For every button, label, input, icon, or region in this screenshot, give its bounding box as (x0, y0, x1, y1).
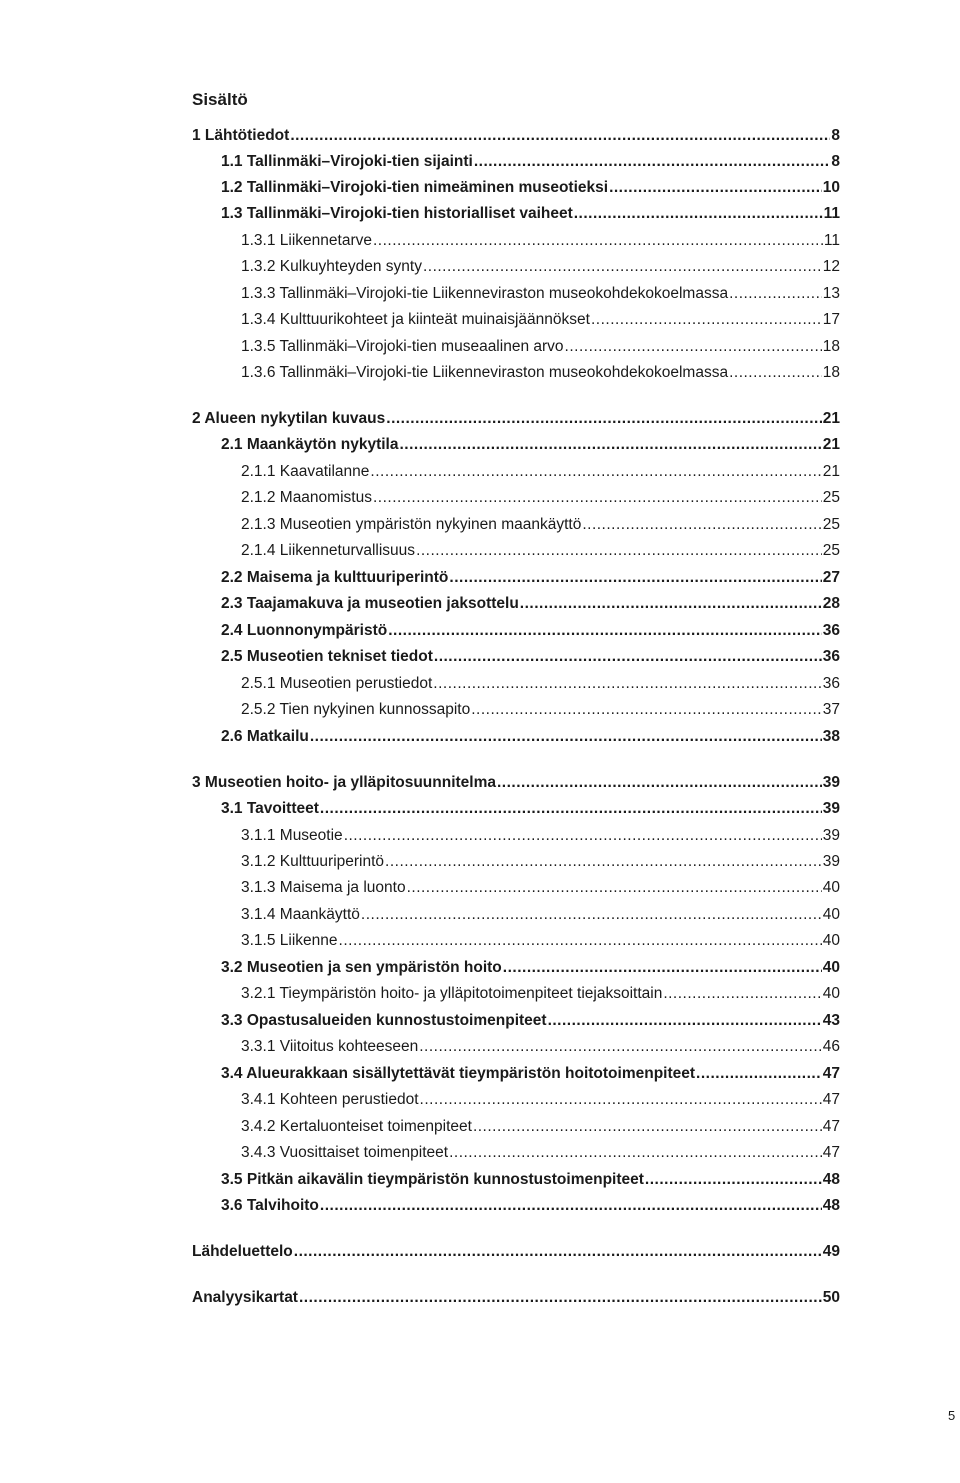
toc-entry-label: 2.2 Maisema ja kulttuuriperintö (221, 569, 449, 586)
toc-entry-label: 1.3.3 Tallinmäki–Virojoki-tie Liikenneviraston museokohdekokoelmassa (241, 285, 729, 302)
toc-entry-label: 2.1 Maankäytön nykytila (221, 436, 399, 453)
toc-entry-label: 1.3.5 Tallinmäki–Virojoki-tien museaalinen arvo (241, 338, 564, 355)
dot-leader (419, 1038, 822, 1056)
dot-leader (609, 179, 822, 197)
toc-entry-page: 37 (822, 701, 840, 718)
toc-entry-page: 17 (822, 311, 840, 328)
toc-entry[interactable] (0, 959, 960, 983)
dot-leader (574, 205, 823, 223)
dot-leader (299, 1289, 822, 1307)
toc-entry[interactable] (0, 1289, 960, 1313)
toc-entry-label: 3 Museotien hoito- ja ylläpitosuunnitelma (192, 774, 496, 791)
dot-leader (344, 827, 822, 845)
dot-leader (420, 1091, 822, 1109)
toc-row (221, 800, 840, 818)
dot-leader (320, 800, 822, 818)
toc-entry[interactable] (0, 675, 960, 699)
toc-entry-page: 21 (822, 410, 840, 427)
toc-entry-page: 40 (822, 959, 840, 976)
dot-leader (385, 853, 822, 871)
toc-entry[interactable] (0, 489, 960, 513)
toc-entry-label: 3.1.5 Liikenne (241, 932, 338, 949)
toc-row (241, 364, 840, 382)
toc-entry[interactable] (0, 622, 960, 646)
dot-leader (310, 728, 822, 746)
toc-row (241, 932, 840, 950)
toc-entry[interactable] (0, 1012, 960, 1036)
toc-row (241, 311, 840, 329)
toc-entry-label: 2.5.2 Tien nykyinen kunnossapito (241, 701, 471, 718)
toc-entry[interactable] (0, 338, 960, 362)
dot-leader (729, 364, 822, 382)
dot-leader (373, 489, 822, 507)
toc-entry-label: 2.4 Luonnonympäristö (221, 622, 388, 639)
toc-row (221, 728, 840, 746)
dot-leader (370, 463, 821, 481)
dot-leader (386, 410, 821, 428)
toc-entry-page: 50 (822, 1289, 840, 1306)
dot-leader (399, 436, 821, 454)
toc-row (192, 1243, 840, 1261)
toc-entry-label: 2.3 Taajamakuva ja museotien jaksottelu (221, 595, 519, 612)
toc-entry-label: 2.6 Matkailu (221, 728, 309, 745)
toc-entry-label: 1.3.4 Kulttuurikohteet ja kiinteät muinaisjäännökset (241, 311, 590, 328)
toc-row (241, 285, 840, 303)
dot-leader (696, 1065, 822, 1083)
toc-entry-label: 3.1.4 Maankäyttö (241, 906, 360, 923)
toc-entry[interactable] (0, 258, 960, 282)
toc-entry[interactable] (0, 1038, 960, 1062)
toc-entry-label: 3.4.1 Kohteen perustiedot (241, 1091, 419, 1108)
toc-entry[interactable] (0, 311, 960, 335)
toc-entry-page: 47 (822, 1065, 840, 1082)
toc-entry-page: 36 (822, 675, 840, 692)
toc-entry[interactable] (0, 232, 960, 256)
toc-row (241, 906, 840, 924)
toc-row (241, 516, 840, 534)
toc-entry[interactable] (0, 1144, 960, 1168)
toc-row (241, 879, 840, 897)
toc-entry-page: 47 (822, 1118, 840, 1135)
toc-entry[interactable] (0, 1091, 960, 1115)
toc-entry-label: 3.2 Museotien ja sen ympäristön hoito (221, 959, 502, 976)
toc-row (241, 827, 840, 845)
toc-entry-label: 3.5 Pitkän aikavälin tieympäristön kunnostustoimenpiteet (221, 1171, 644, 1188)
toc-row (241, 1091, 840, 1109)
toc-entry-label: 2.5 Museotien tekniset tiedot (221, 648, 433, 665)
toc-entry-label: Analyysikartat (192, 1289, 298, 1306)
dot-leader (416, 542, 822, 560)
dot-leader (582, 516, 821, 534)
toc-entry[interactable] (0, 569, 960, 593)
dot-leader (548, 1012, 822, 1030)
dot-leader (471, 701, 822, 719)
toc-row (221, 648, 840, 666)
toc-entry[interactable] (0, 985, 960, 1009)
toc-row (241, 463, 840, 481)
toc-entry-label: 2.5.1 Museotien perustiedot (241, 675, 433, 692)
toc-entry-page: 39 (822, 800, 840, 817)
dot-leader (449, 569, 821, 587)
toc-entry[interactable] (0, 932, 960, 956)
toc-entry[interactable] (0, 774, 960, 798)
dot-leader (473, 1118, 822, 1136)
toc-entry-page: 39 (822, 853, 840, 870)
toc-row (221, 205, 840, 223)
toc-entry[interactable] (0, 728, 960, 752)
dot-leader (339, 932, 822, 950)
toc-entry-label: 3.1 Tavoitteet (221, 800, 319, 817)
toc-entry-label: 3.4.3 Vuosittaiset toimenpiteet (241, 1144, 449, 1161)
toc-entry-page: 18 (822, 338, 840, 355)
dot-leader (433, 675, 821, 693)
toc-entry[interactable] (0, 179, 960, 203)
toc-entry-page: 49 (822, 1243, 840, 1260)
dot-leader (497, 774, 822, 792)
toc-row (241, 853, 840, 871)
dot-leader (663, 985, 821, 1003)
toc-entry-page: 47 (822, 1144, 840, 1161)
toc-entry-page: 25 (822, 489, 840, 506)
toc-entry[interactable] (0, 648, 960, 672)
toc-entry-page: 36 (822, 622, 840, 639)
dot-leader (503, 959, 822, 977)
toc-entry-label: 3.3.1 Viitoitus kohteeseen (241, 1038, 419, 1055)
toc-entry-label: 3.6 Talvihoito (221, 1197, 319, 1214)
toc-row (192, 127, 840, 145)
toc-entry[interactable] (0, 205, 960, 229)
dot-leader (434, 648, 822, 666)
toc-entry[interactable] (0, 800, 960, 824)
dot-leader (423, 258, 822, 276)
toc-entry-label: 2 Alueen nykytilan kuvaus (192, 410, 386, 427)
toc-entry-page: 46 (822, 1038, 840, 1055)
dot-leader (373, 232, 823, 250)
toc-entry-page: 27 (822, 569, 840, 586)
toc-entry-page: 40 (822, 906, 840, 923)
toc-entry-label: 1.1 Tallinmäki–Virojoki-tien sijainti (221, 153, 473, 170)
toc-entry[interactable] (0, 853, 960, 877)
toc-entry-label: 1.2 Tallinmäki–Virojoki-tien nimeäminen museotieksi (221, 179, 609, 196)
toc-entry-label: 1.3 Tallinmäki–Virojoki-tien historialliset vaiheet (221, 205, 573, 222)
toc-entry[interactable] (0, 463, 960, 487)
toc-entry[interactable] (0, 436, 960, 460)
toc-row (241, 232, 840, 250)
toc-row (221, 1197, 840, 1215)
toc-row (241, 338, 840, 356)
dot-leader (449, 1144, 822, 1162)
toc-row (241, 1118, 840, 1136)
toc-entry-label: 2.1.1 Kaavatilanne (241, 463, 370, 480)
toc-row (241, 1144, 840, 1162)
toc-row (241, 985, 840, 1003)
toc-entry-page: 40 (822, 932, 840, 949)
toc-row (221, 153, 840, 171)
toc-entry[interactable] (0, 410, 960, 434)
toc-entry-page: 48 (822, 1197, 840, 1214)
toc-entry-page: 18 (822, 364, 840, 381)
toc-entry-label: 3.4.2 Kertaluonteiset toimenpiteet (241, 1118, 472, 1135)
dot-leader (407, 879, 822, 897)
toc-entry-label: 3.4 Alueurakkaan sisällytettävät tieympäristön hoitotoimenpiteet (221, 1065, 696, 1082)
page-title: Sisältö (192, 90, 248, 109)
toc-row (221, 595, 840, 613)
toc-entry-page: 38 (822, 728, 840, 745)
dot-leader (290, 127, 830, 145)
toc-entry[interactable] (0, 285, 960, 309)
toc-row (192, 410, 840, 428)
toc-entry-page: 25 (822, 542, 840, 559)
toc-row (221, 1171, 840, 1189)
toc-entry-label: 3.2.1 Tieympäristön hoito- ja ylläpitotoimenpiteet tiejaksoittain (241, 985, 663, 1002)
toc-row (221, 1065, 840, 1083)
toc-entry-page: 10 (822, 179, 840, 196)
toc-entry[interactable] (0, 827, 960, 851)
toc-entry[interactable] (0, 1065, 960, 1089)
toc-entry[interactable] (0, 153, 960, 177)
dot-leader (591, 311, 822, 329)
toc-entry-label: 2.1.3 Museotien ympäristön nykyinen maankäyttö (241, 516, 582, 533)
toc-row (241, 1038, 840, 1056)
toc-entry-label: 1 Lähtötiedot (192, 127, 290, 144)
dot-leader (294, 1243, 822, 1261)
toc-entry-label: 3.1.1 Museotie (241, 827, 343, 844)
dot-leader (565, 338, 822, 356)
toc-entry-label: Lähdeluettelo (192, 1243, 293, 1260)
toc-entry[interactable] (0, 127, 960, 151)
toc-entry-label: 3.3 Opastusalueiden kunnostustoimenpiteet (221, 1012, 547, 1029)
toc-entry[interactable] (0, 879, 960, 903)
toc-entry-page: 21 (822, 463, 840, 480)
dot-leader (645, 1171, 822, 1189)
toc-entry-label: 3.1.3 Maisema ja luonto (241, 879, 406, 896)
toc-row (241, 489, 840, 507)
toc-row (192, 774, 840, 792)
toc-entry-page: 40 (822, 985, 840, 1002)
toc-entry-page: 40 (822, 879, 840, 896)
toc-entry[interactable] (0, 516, 960, 540)
toc-row (241, 701, 840, 719)
toc-entry-page: 8 (831, 153, 840, 170)
toc-entry-page: 11 (823, 232, 840, 249)
toc-entry-label: 2.1.2 Maanomistus (241, 489, 372, 506)
toc-entry[interactable] (0, 364, 960, 388)
toc-row (221, 179, 840, 197)
toc-row (221, 1012, 840, 1030)
toc-entry-page: 43 (822, 1012, 840, 1029)
toc-entry-page: 13 (822, 285, 840, 302)
toc-entry-page: 12 (822, 258, 840, 275)
toc-entry[interactable] (0, 1243, 960, 1267)
toc-entry[interactable] (0, 1118, 960, 1142)
toc-entry-page: 8 (831, 127, 840, 144)
toc-entry-page: 39 (822, 774, 840, 791)
toc-entry-page: 39 (822, 827, 840, 844)
toc-entry[interactable] (0, 595, 960, 619)
toc-entry-page: 47 (822, 1091, 840, 1108)
toc-row (241, 675, 840, 693)
toc-entry-label: 1.3.1 Liikennetarve (241, 232, 372, 249)
dot-leader (474, 153, 831, 171)
toc-row (221, 959, 840, 977)
dot-leader (520, 595, 822, 613)
toc-entry[interactable] (0, 1197, 960, 1221)
toc-row (221, 622, 840, 640)
toc-entry[interactable] (0, 906, 960, 930)
dot-leader (320, 1197, 822, 1215)
toc-entry[interactable] (0, 542, 960, 566)
toc-entry-label: 1.3.2 Kulkuyhteyden synty (241, 258, 422, 275)
toc-entry[interactable] (0, 1171, 960, 1195)
toc-entry-page: 11 (823, 205, 840, 222)
page-number: 5 (948, 1408, 956, 1423)
toc-row (241, 542, 840, 560)
dot-leader (388, 622, 822, 640)
toc-entry-page: 48 (822, 1171, 840, 1188)
toc-entry-label: 3.1.2 Kulttuuriperintö (241, 853, 385, 870)
toc-row (192, 1289, 840, 1307)
toc-entry-label: 2.1.4 Liikenneturvallisuus (241, 542, 416, 559)
toc-entry[interactable] (0, 701, 960, 725)
toc-entry-page: 21 (822, 436, 840, 453)
toc-row (241, 258, 840, 276)
toc-entry-page: 25 (822, 516, 840, 533)
toc-row (221, 569, 840, 587)
dot-leader (729, 285, 822, 303)
toc-entry-label: 1.3.6 Tallinmäki–Virojoki-tie Liikenneviraston museokohdekokoelmassa (241, 364, 729, 381)
dot-leader (361, 906, 822, 924)
toc-row (221, 436, 840, 454)
toc-entry-page: 36 (822, 648, 840, 665)
toc-entry-page: 28 (822, 595, 840, 612)
